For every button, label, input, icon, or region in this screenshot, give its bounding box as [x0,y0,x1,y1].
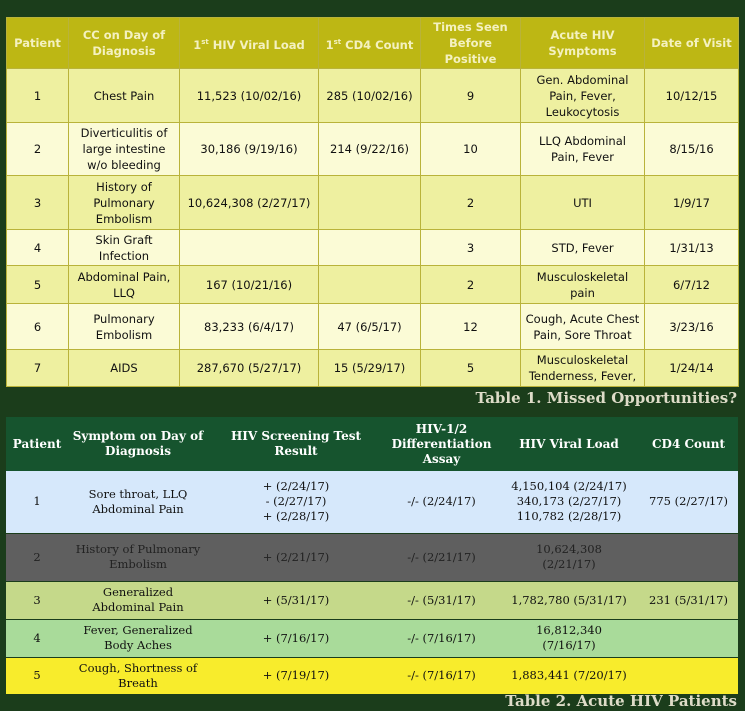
t1-header-date: Date of Visit [645,18,739,69]
t1-cd4-rest: CD4 Count [341,37,414,52]
cell-cd4 [639,533,738,581]
cell-cd4: 214 (9/22/16) [319,123,421,176]
viral-load-line: 10,624,308 [536,542,602,556]
cell-screening [208,657,384,694]
t1-header-symptoms: Acute HIV Symptoms [521,18,645,69]
cell-viral-load: 287,670 (5/27/17) [180,350,319,387]
cell-symptoms: Gen. Abdominal Pain, Fever, Leukocytosis [521,69,645,123]
t1-header-times-seen: Times Seen Before Positive [421,18,521,69]
cell-symptom: History of Pulmonary Embolism [68,533,208,581]
t1-cd4-prefix: 1 [325,37,334,52]
cell-symptoms: Musculoskeletal Tenderness, Fever, [521,350,645,387]
screening-line: - (2/27/17) [265,494,327,509]
cell-cd4: 47 (6/5/17) [319,304,421,350]
missed-opportunities-table [6,17,739,387]
cell-cc: AIDS [69,350,180,387]
cell-differentiation: -/- (2/24/17) [384,471,499,533]
cell-viral-load [499,533,639,581]
cell-patient: 1 [7,69,69,123]
cell-viral-load: 30,186 (9/19/16) [180,123,319,176]
cell-date: 3/23/16 [645,304,739,350]
cell-differentiation: -/- (7/16/17) [384,657,499,694]
cell-patient: 5 [7,266,69,304]
cell-cd4: 15 (5/29/17) [319,350,421,387]
cell-date: 1/9/17 [645,176,739,230]
cell-times-seen: 9 [421,69,521,123]
cell-date: 8/15/16 [645,123,739,176]
cell-date: 1/31/13 [645,230,739,266]
cell-symptom: Generalized Abdominal Pain [68,581,208,619]
screening-line: + (2/24/17) [262,479,330,494]
cell-cc: Skin Graft Infection [69,230,180,266]
viral-load-line: 4,150,104 (2/24/17) [511,479,627,494]
table-row [6,533,738,581]
cell-patient: 2 [7,123,69,176]
table-row [6,619,738,657]
screening-line: + (2/21/17) [262,549,330,564]
cell-times-seen: 2 [421,176,521,230]
t2-header-cd4: CD4 Count [639,417,738,471]
viral-load-line: 1,782,780 (5/31/17) [511,592,627,607]
cell-patient: 4 [6,619,68,657]
cell-patient: 4 [7,230,69,266]
acute-hiv-patients-table [6,417,738,695]
table-row [7,176,739,230]
cell-cc: Chest Pain [69,69,180,123]
cell-cd4: 775 (2/27/17) [639,471,738,533]
cell-times-seen: 10 [421,123,521,176]
screening-line: + (7/16/17) [262,630,330,645]
t2-header-symptom: Symptom on Day of Diagnosis [68,417,208,471]
t1-header-cc: CC on Day of Diagnosis [69,18,180,69]
t1-header-cd4 [319,18,421,69]
cell-times-seen: 12 [421,304,521,350]
cell-symptom: Sore throat, LLQ Abdominal Pain [68,471,208,533]
screening-line: + (7/19/17) [262,668,330,682]
cell-cd4 [319,176,421,230]
viral-load-line: 1,883,441 (7/20/17) [511,668,627,682]
viral-load-line: (2/21/17) [542,557,596,571]
screening-line: + (5/31/17) [262,592,330,607]
cell-cd4 [319,266,421,304]
screening-line: + (2/28/17) [262,509,330,524]
t1-cd4-sup: st [333,37,342,46]
table-row [6,657,738,694]
table-row [7,350,739,387]
cell-differentiation: -/- (2/21/17) [384,533,499,581]
cell-symptoms: Musculoskeletal pain [521,266,645,304]
t1-vl-sup: st [201,37,209,46]
cell-cd4 [639,657,738,694]
t1-header-patient: Patient [7,18,69,69]
cell-screening [208,471,384,533]
cell-viral-load: 11,523 (10/02/16) [180,69,319,123]
cell-patient: 5 [6,657,68,694]
viral-load-line: 340,173 (2/27/17) [516,494,622,509]
t2-header-viral-load: HIV Viral Load [499,417,639,471]
t2-header-patient: Patient [6,417,68,471]
viral-load-line: 16,812,340 [536,623,602,637]
cell-viral-load [499,471,639,533]
cell-date: 1/24/14 [645,350,739,387]
cell-patient: 1 [6,471,68,533]
table-row [7,123,739,176]
cell-screening [208,533,384,581]
table2-header-row [6,417,738,471]
table1-header-row [7,18,739,69]
t1-vl-rest: HIV Viral Load [208,37,305,52]
cell-cc: Diverticulitis of large intestine w/o bleeding [69,123,180,176]
table-row [6,581,738,619]
cell-viral-load [180,230,319,266]
t2-header-screening: HIV Screening Test Result [208,417,384,471]
cell-patient: 6 [7,304,69,350]
t1-vl-prefix: 1 [193,37,202,52]
t1-header-viral-load [180,18,319,69]
cell-viral-load: 167 (10/21/16) [180,266,319,304]
cell-differentiation: -/- (5/31/17) [384,581,499,619]
table-row [7,304,739,350]
cell-viral-load: 83,233 (6/4/17) [180,304,319,350]
cell-screening [208,619,384,657]
table-row [7,266,739,304]
cell-cd4: 231 (5/31/17) [639,581,738,619]
cell-patient: 2 [6,533,68,581]
cell-patient: 7 [7,350,69,387]
cell-cd4 [319,230,421,266]
cell-differentiation: -/- (7/16/17) [384,619,499,657]
table1-caption: Table 1. Missed Opportunities? [475,389,737,407]
viral-load-line: (7/16/17) [542,638,596,652]
cell-times-seen: 5 [421,350,521,387]
table-row [6,471,738,533]
cell-date: 6/7/12 [645,266,739,304]
t2-header-differentiation: HIV-1/2 Differentiation Assay [384,417,499,471]
cell-cd4: 285 (10/02/16) [319,69,421,123]
table2-caption: Table 2. Acute HIV Patients [505,692,737,710]
cell-viral-load [499,619,639,657]
table-row [7,230,739,266]
cell-symptoms: Cough, Acute Chest Pain, Sore Throat [521,304,645,350]
cell-symptoms: LLQ Abdominal Pain, Fever [521,123,645,176]
cell-date: 10/12/15 [645,69,739,123]
cell-cc: Pulmonary Embolism [69,304,180,350]
cell-symptoms: STD, Fever [521,230,645,266]
cell-patient: 3 [6,581,68,619]
cell-viral-load [499,581,639,619]
cell-times-seen: 2 [421,266,521,304]
cell-viral-load [499,657,639,694]
cell-viral-load: 10,624,308 (2/27/17) [180,176,319,230]
cell-symptoms: UTI [521,176,645,230]
cell-patient: 3 [7,176,69,230]
viral-load-line: 110,782 (2/28/17) [516,509,622,524]
cell-cc: Abdominal Pain, LLQ [69,266,180,304]
cell-symptom: Fever, Generalized Body Aches [68,619,208,657]
cell-cc: History of Pulmonary Embolism [69,176,180,230]
table-row [7,69,739,123]
cell-screening [208,581,384,619]
cell-symptom: Cough, Shortness of Breath [68,657,208,694]
cell-times-seen: 3 [421,230,521,266]
cell-cd4 [639,619,738,657]
